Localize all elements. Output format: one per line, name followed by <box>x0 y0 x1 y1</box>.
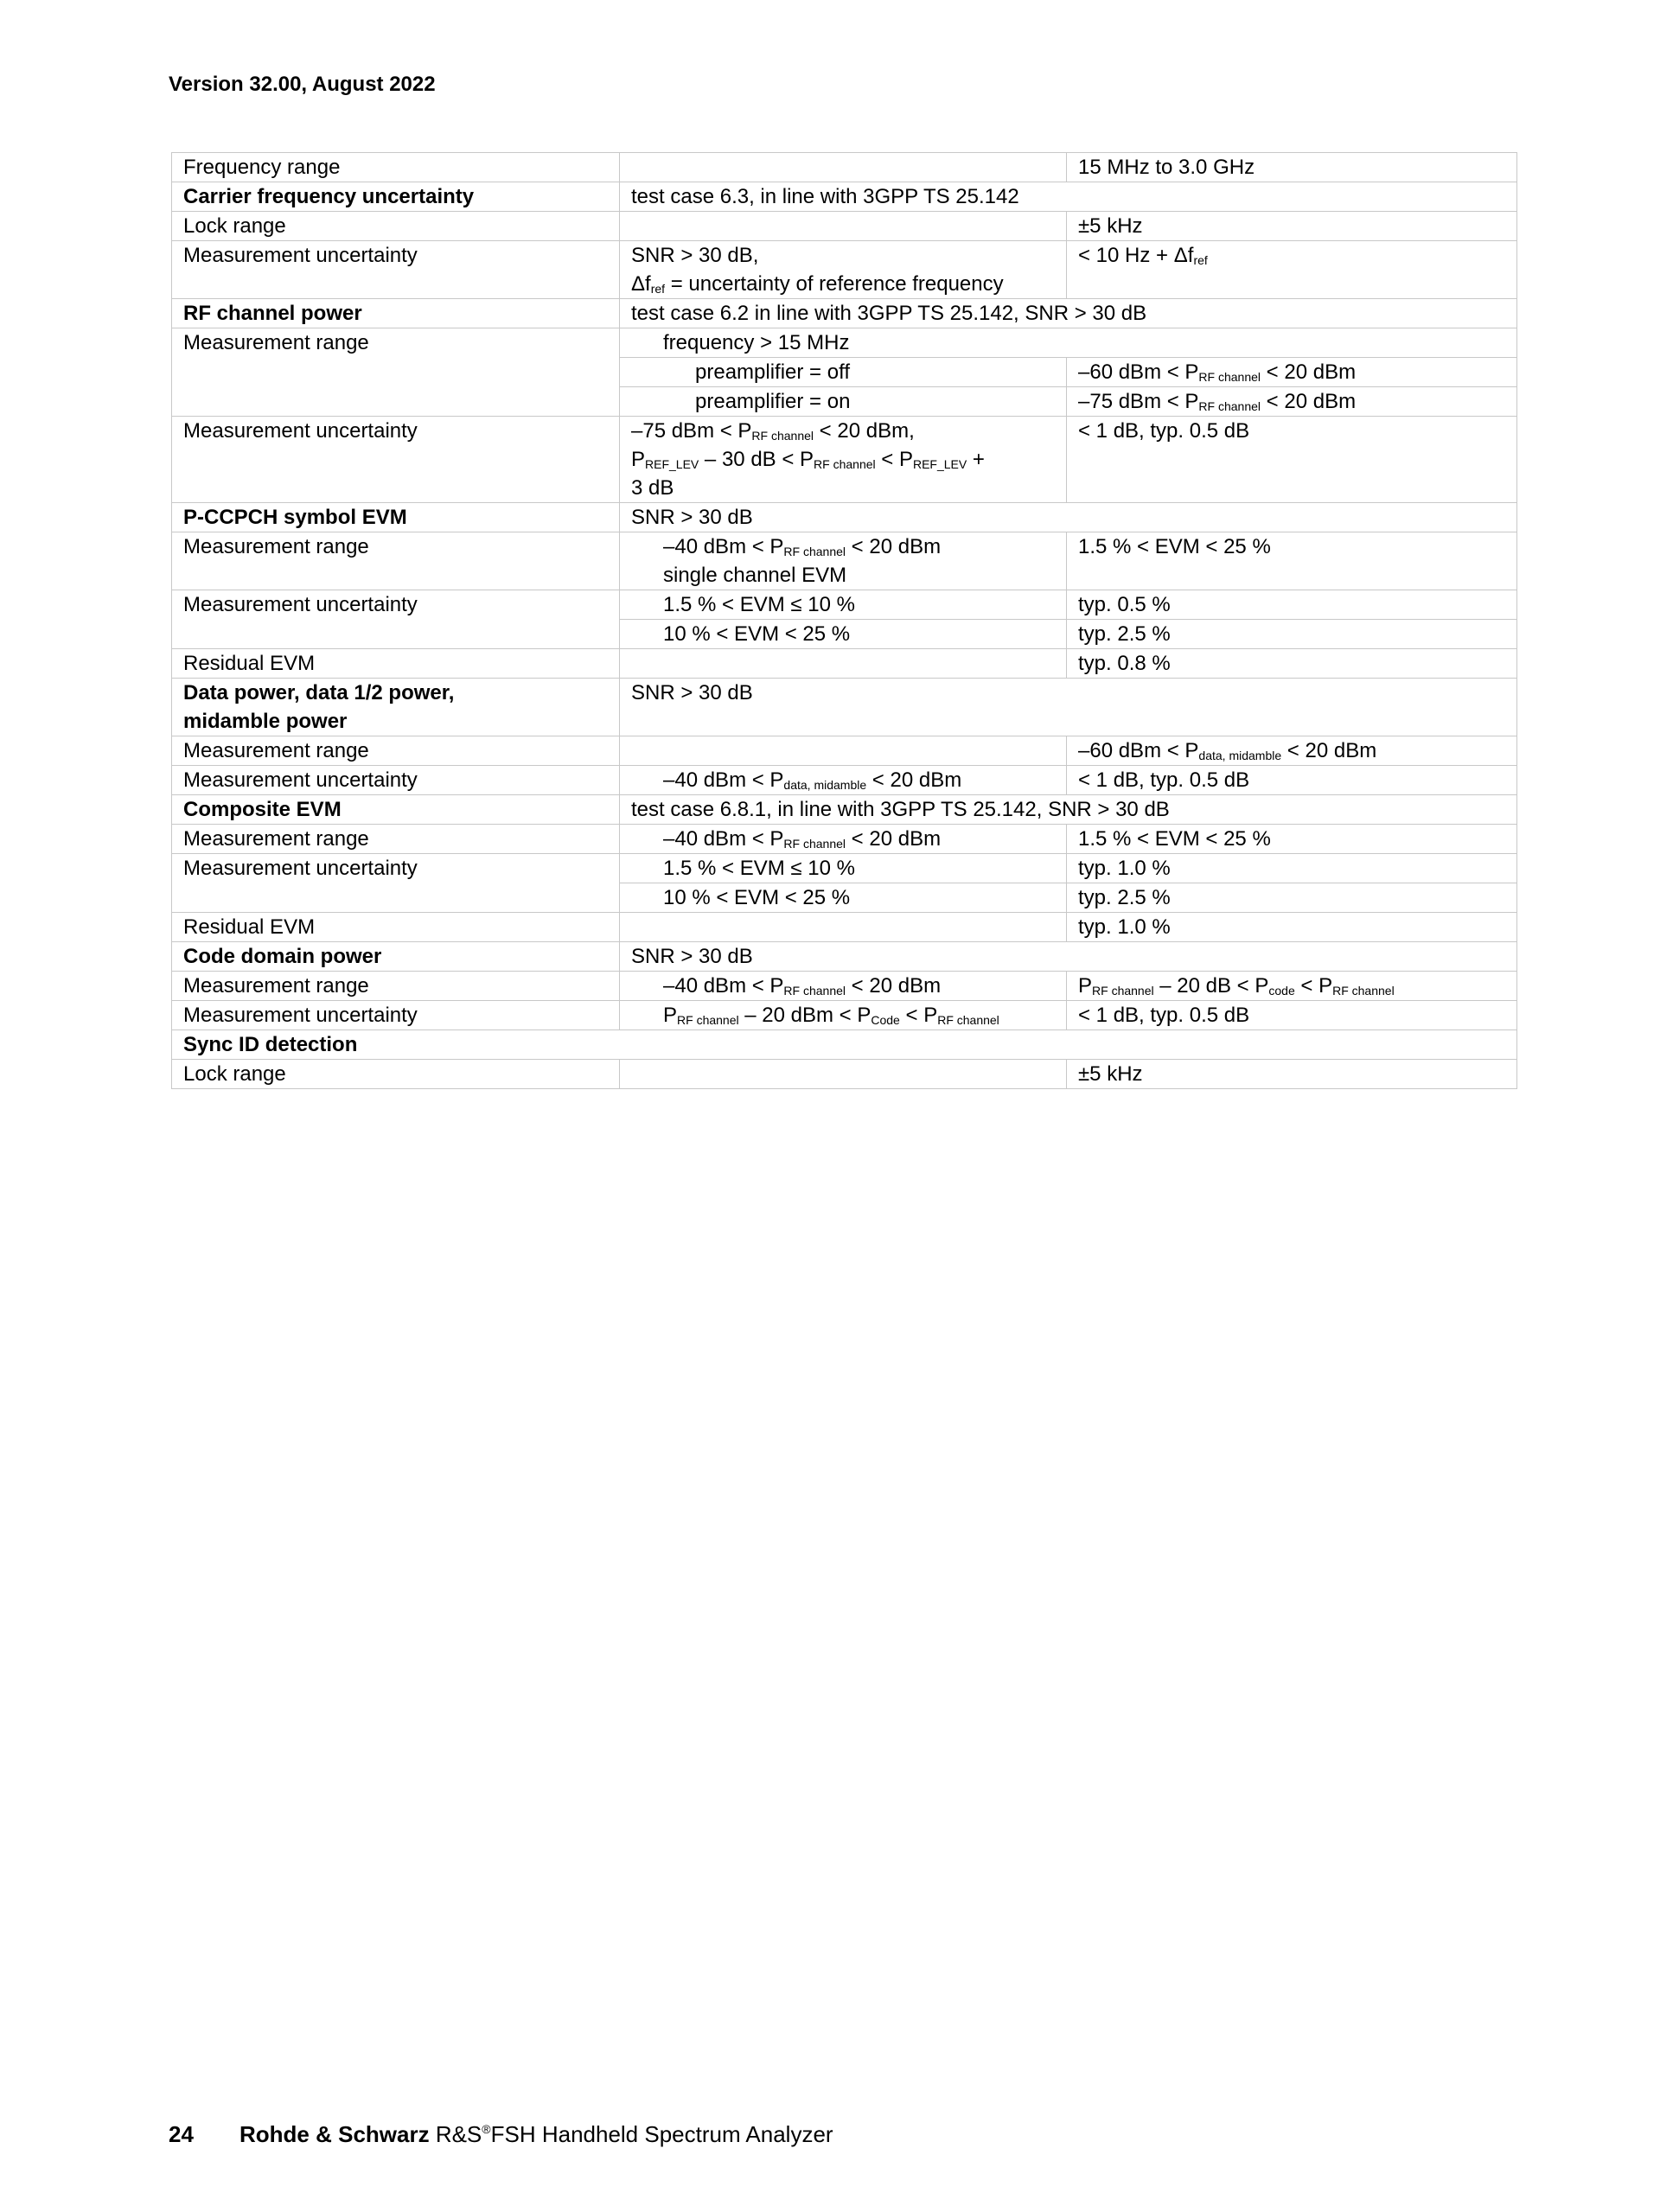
condition-cell: $P_{RF channel} - 20$ dBm < $P_{Code} < P_{RF channel}$ <box>620 1001 1067 1030</box>
page-header-version: Version 32.00, August 2022 <box>169 73 436 96</box>
condition-cell <box>620 212 1067 241</box>
table-row <box>172 328 1517 358</box>
row-label: Measurement range <box>172 532 620 590</box>
condition-cell: –40 dBm < $P_{RF channel} < 20$ dBm <box>620 972 1067 1001</box>
condition-cell: frequency > 15 MHz <box>620 328 1517 358</box>
table-row <box>172 766 1517 795</box>
condition-cell: –40 dBm < $P_{RF channel} < 20$ dBm <box>620 825 1067 854</box>
section-heading: RF channel power <box>172 299 620 328</box>
value-cell: typ. 2.5 % <box>1067 620 1517 649</box>
condition-cell: 10 % < EVM < 25 % <box>620 620 1067 649</box>
table-row <box>172 972 1517 1001</box>
row-label: Measurement uncertainty <box>172 241 620 299</box>
table-row <box>172 212 1517 241</box>
table-row <box>172 1060 1517 1089</box>
condition-cell: SNR > 30 dB, $\Delta f_{ref}$ = uncertainty of reference frequency <box>620 241 1067 299</box>
value-cell: typ. 0.5 % <box>1067 590 1517 620</box>
condition-cell <box>620 913 1067 942</box>
value-cell: typ. 1.0 % <box>1067 854 1517 883</box>
condition-cell: preamplifier = on <box>620 387 1067 417</box>
condition-cell: SNR > 30 dB <box>620 942 1517 972</box>
row-label: Measurement range <box>172 328 620 417</box>
value-cell: typ. 0.8 % <box>1067 649 1517 679</box>
value-cell: 1.5 % < EVM < 25 % <box>1067 825 1517 854</box>
table-row <box>172 417 1517 503</box>
table-row <box>172 854 1517 883</box>
value-cell: 1.5 % < EVM < 25 % <box>1067 532 1517 590</box>
condition-cell: SNR > 30 dB <box>620 503 1517 532</box>
section-heading: P-CCPCH symbol EVM <box>172 503 620 532</box>
section-heading: Composite EVM <box>172 795 620 825</box>
specification-table <box>171 152 1517 1089</box>
value-cell: ±5 kHz <box>1067 212 1517 241</box>
table-row <box>172 532 1517 590</box>
value-cell: $P_{RF channel} - 20$ dB < $P_{code} < P_{RF channel}$ <box>1067 972 1517 1001</box>
row-label: Measurement uncertainty <box>172 854 620 913</box>
registered-mark: ® <box>482 2122 491 2136</box>
condition-cell: –40 dBm < $P_{RF channel} < 20$ dBm single channel EVM <box>620 532 1067 590</box>
condition-cell: test case 6.3, in line with 3GPP TS 25.142 <box>620 182 1517 212</box>
condition-cell <box>620 649 1067 679</box>
condition-cell: 1.5 % < EVM ≤ 10 % <box>620 854 1067 883</box>
value-cell: < 10 $Hz + \Delta f_{ref}$ <box>1067 241 1517 299</box>
value-cell: < 1 dB, typ. 0.5 dB <box>1067 1001 1517 1030</box>
product-name: FSH Handheld Spectrum Analyzer <box>490 2121 833 2147</box>
value-cell: < 1 dB, typ. 0.5 dB <box>1067 417 1517 503</box>
table-row <box>172 795 1517 825</box>
table-row <box>172 241 1517 299</box>
row-label: Lock range <box>172 212 620 241</box>
section-heading: Carrier frequency uncertainty <box>172 182 620 212</box>
table-row <box>172 503 1517 532</box>
row-label: Residual EVM <box>172 649 620 679</box>
table-row <box>172 1030 1517 1060</box>
value-cell: typ. 1.0 % <box>1067 913 1517 942</box>
value-cell: ±5 kHz <box>1067 1060 1517 1089</box>
row-label: Measurement range <box>172 972 620 1001</box>
condition-cell: test case 6.2 in line with 3GPP TS 25.142, SNR > 30 dB <box>620 299 1517 328</box>
table-row <box>172 153 1517 182</box>
value-cell: 15 MHz to 3.0 GHz <box>1067 153 1517 182</box>
condition-cell <box>620 1060 1067 1089</box>
row-label: Measurement range <box>172 736 620 766</box>
value-cell: –75 dBm < $P_{RF channel} < 20$ dBm <box>1067 387 1517 417</box>
row-label: Measurement uncertainty <box>172 417 620 503</box>
table-row <box>172 590 1517 620</box>
condition-cell: –75 dBm < $P_{RF channel} < 20$ dBm, $P_{REF\_LEV} - 30$ dB < $P_{RF channel} < P_{REF\_LEV}$ + 3 dB <box>620 417 1067 503</box>
company-name: Rohde & Schwarz <box>239 2121 430 2147</box>
value-cell: –60 dBm < $P_{data, midamble} < 20$ dBm <box>1067 736 1517 766</box>
row-label: Measurement uncertainty <box>172 1001 620 1030</box>
row-label: Measurement range <box>172 825 620 854</box>
condition-cell: 1.5 % < EVM ≤ 10 % <box>620 590 1067 620</box>
value-cell: –60 dBm < $P_{RF channel} < 20$ dBm <box>1067 358 1517 387</box>
condition-cell: 10 % < EVM < 25 % <box>620 883 1067 913</box>
table-row <box>172 679 1517 736</box>
value-cell: typ. 2.5 % <box>1067 883 1517 913</box>
page-footer <box>169 2121 833 2148</box>
row-label: Measurement uncertainty <box>172 766 620 795</box>
table-row <box>172 1001 1517 1030</box>
section-heading: Data power, data 1/2 power, midamble power <box>172 679 620 736</box>
row-label: Lock range <box>172 1060 620 1089</box>
table-row <box>172 299 1517 328</box>
condition-cell <box>620 153 1067 182</box>
product-prefix: R&S <box>429 2121 482 2147</box>
table-row <box>172 649 1517 679</box>
row-label: Frequency range <box>172 153 620 182</box>
value-cell: < 1 dB, typ. 0.5 dB <box>1067 766 1517 795</box>
table-row <box>172 825 1517 854</box>
condition-cell: preamplifier = off <box>620 358 1067 387</box>
page-number: 24 <box>169 2121 194 2147</box>
table-row <box>172 182 1517 212</box>
row-label: Measurement uncertainty <box>172 590 620 649</box>
condition-cell: test case 6.8.1, in line with 3GPP TS 25.142, SNR > 30 dB <box>620 795 1517 825</box>
table-row <box>172 913 1517 942</box>
section-heading: Sync ID detection <box>172 1030 1517 1060</box>
section-heading: Code domain power <box>172 942 620 972</box>
condition-cell <box>620 736 1067 766</box>
row-label: Residual EVM <box>172 913 620 942</box>
condition-cell: SNR > 30 dB <box>620 679 1517 736</box>
table-row <box>172 942 1517 972</box>
condition-cell: –40 dBm < $P_{data, midamble} < 20$ dBm <box>620 766 1067 795</box>
table-row <box>172 736 1517 766</box>
